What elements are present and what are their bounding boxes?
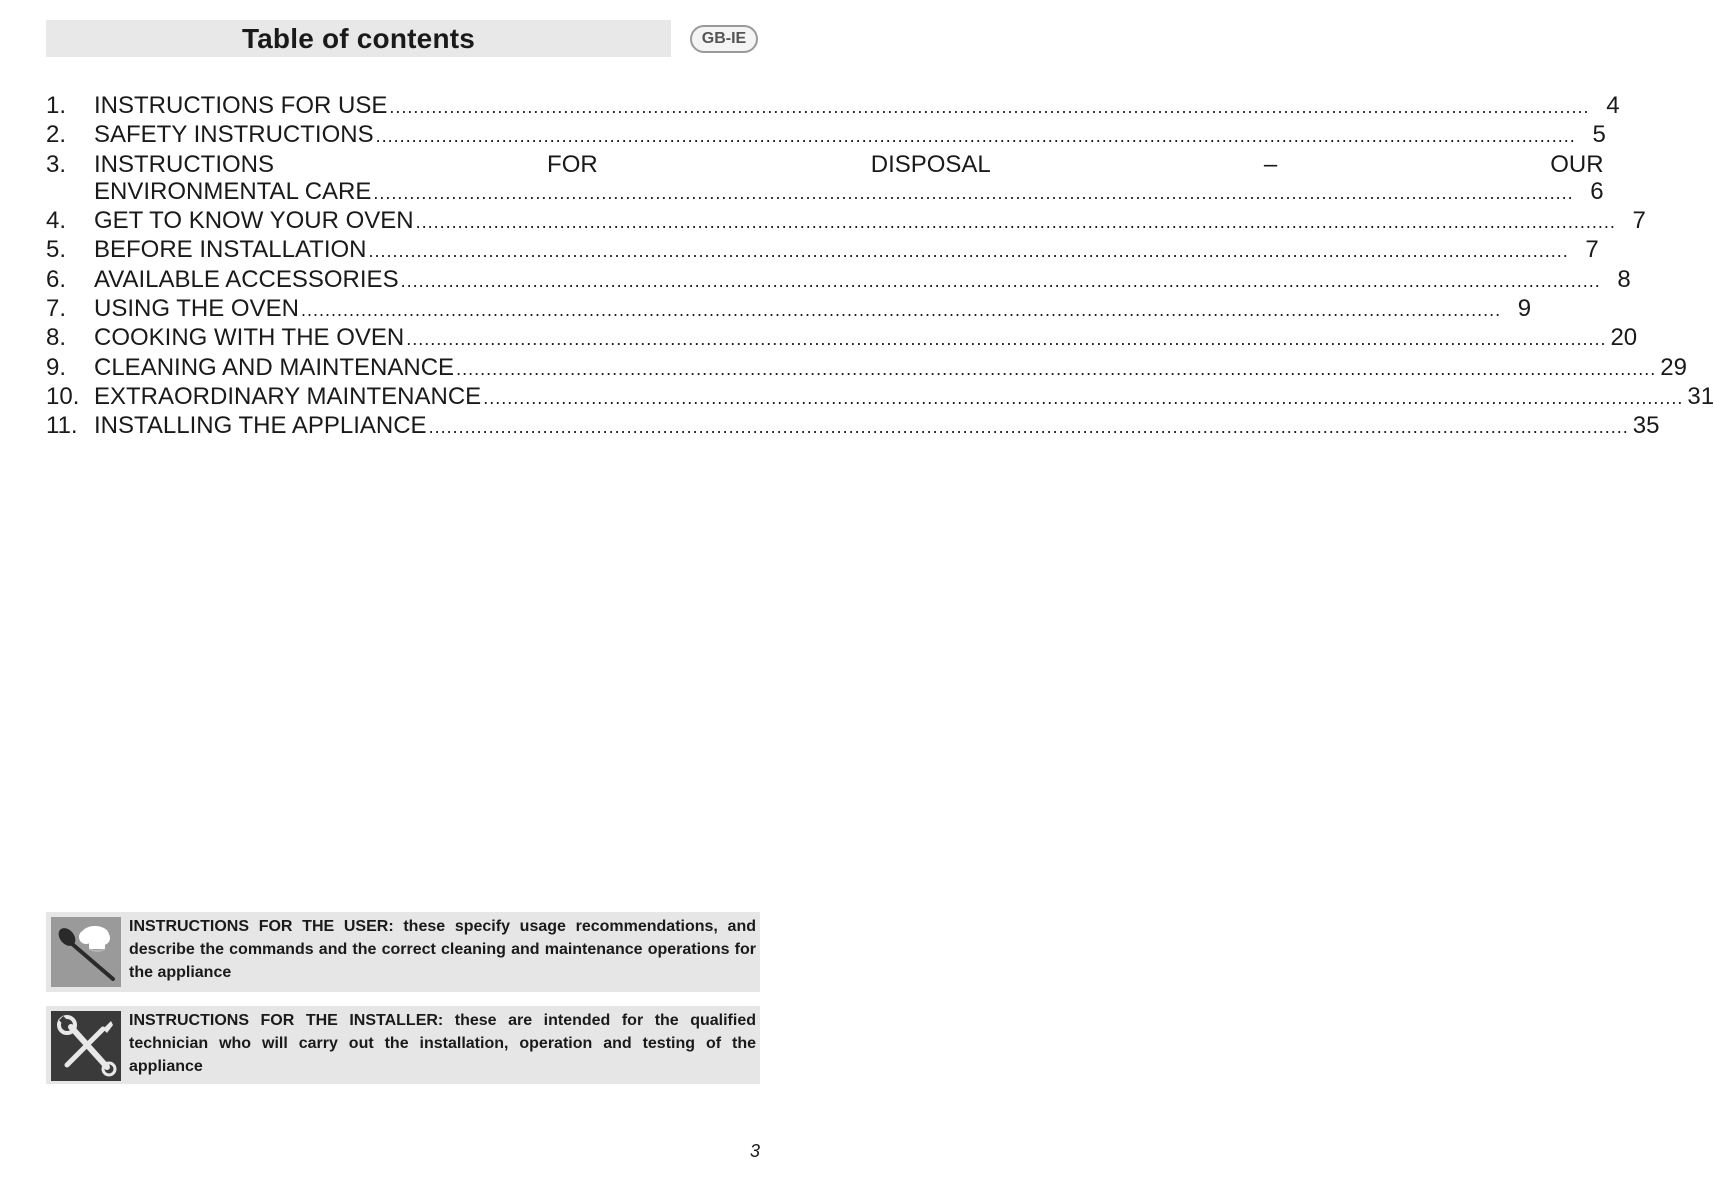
toc-item-page: 5 [1592, 121, 1606, 149]
toc-item-page: 7 [1585, 236, 1599, 264]
toc-leader: ........................................................................................................................................................................................................ [375, 126, 1576, 147]
toc-item-number: 4. [46, 207, 67, 235]
toc-leader: ........................................................................................................................................................................................................ [368, 241, 1569, 262]
toc-item-title: USING THE OVEN [94, 295, 299, 323]
toc-item-title: AVAILABLE ACCESSORIES [94, 265, 399, 293]
toc-item-title: SAFETY INSTRUCTIONS [94, 121, 374, 149]
toc-item-title: INSTRUCTIONS FOR USE [94, 92, 388, 119]
toc-item[interactable] [46, 412, 1660, 441]
toc-leader: ........................................................................................................................................................................................................ [428, 417, 1629, 438]
toc-item-page: 8 [1617, 265, 1631, 293]
toc-item-number: 10. [46, 382, 80, 410]
installer-instructions-note [46, 1006, 760, 1084]
toc-item-page: 4 [1606, 92, 1620, 119]
toc-item-title-line1: INSTRUCTIONS FOR DISPOSAL – OUR [94, 150, 1604, 178]
toc-item-page: 35 [1632, 412, 1660, 440]
toc-leader: ........................................................................................................................................................................................................ [415, 212, 1616, 233]
toc-item[interactable] [46, 324, 1638, 353]
toc-item-number: 3. [46, 150, 67, 178]
toc-item-page: 31 [1687, 382, 1714, 410]
toc-item[interactable] [46, 121, 1606, 150]
user-note-text: INSTRUCTIONS FOR THE USER: these specify usage recommendations, and describe the commands and the correct cleaning and maintenance operations for the appliance [129, 918, 756, 981]
toc-item[interactable] [46, 353, 1687, 383]
toc-leader: ........................................................................................................................................................................................................ [483, 387, 1684, 408]
toc-item[interactable] [46, 295, 1532, 324]
toc-item-number: 7. [46, 295, 67, 323]
toc-item[interactable] [46, 207, 1646, 236]
toc-item-number: 1. [46, 92, 67, 119]
installer-note-text: INSTRUCTIONS FOR THE INSTALLER: these are intended for the qualified technician who will carry out the installation, operation and testing of the appliance [129, 1012, 756, 1075]
toc-leader: ........................................................................................................................................................................................................ [456, 358, 1657, 379]
title-bar [46, 20, 671, 57]
table-of-contents [46, 92, 1714, 442]
toc-item-title: CLEANING AND MAINTENANCE [94, 353, 455, 381]
toc-item[interactable] [46, 382, 1714, 412]
chef-spoon-icon [51, 917, 121, 987]
toc-item-number: 5. [46, 236, 67, 264]
toc-leader: ........................................................................................................................................................................................................ [400, 270, 1601, 291]
toc-item-number: 6. [46, 265, 67, 293]
wrench-screwdriver-icon [51, 1011, 121, 1081]
toc-item[interactable] [46, 150, 1604, 208]
toc-item-page: 20 [1610, 324, 1638, 352]
toc-leader: ........................................................................................................................................................................................................ [300, 300, 1502, 321]
toc-item-title: COOKING WITH THE OVEN [94, 324, 405, 352]
toc-leader: ........................................................................................................................................................................................................ [389, 97, 1590, 117]
language-badge: GB-IE [690, 25, 758, 53]
toc-item-page: 9 [1517, 295, 1532, 323]
toc-leader: ........................................................................................................................................................................................................ [406, 329, 1607, 350]
page-title: Table of contents [241, 22, 476, 54]
toc-item-page: 29 [1660, 353, 1687, 381]
toc-item[interactable] [46, 265, 1631, 295]
toc-item-number: 11. [46, 412, 78, 440]
toc-item-title-line2: ENVIRONMENTAL CARE [94, 177, 372, 205]
toc-item-page: 6 [1590, 177, 1604, 205]
toc-item-title: INSTALLING THE APPLIANCE [94, 412, 427, 440]
toc-item-title: EXTRAORDINARY MAINTENANCE [94, 382, 482, 410]
page-number: 3 [749, 1141, 760, 1161]
toc-leader: ........................................................................................................................................................................................................ [373, 182, 1574, 203]
toc-item[interactable] [46, 92, 1620, 121]
toc-item-title: BEFORE INSTALLATION [94, 236, 367, 264]
toc-item-title: GET TO KNOW YOUR OVEN [94, 207, 414, 235]
toc-item-page: 7 [1632, 207, 1646, 235]
user-instructions-note [46, 912, 760, 992]
toc-item[interactable] [46, 236, 1599, 265]
toc-item-number: 2. [46, 121, 67, 149]
toc-item-number: 8. [46, 324, 67, 352]
toc-item-number: 9. [46, 353, 67, 381]
